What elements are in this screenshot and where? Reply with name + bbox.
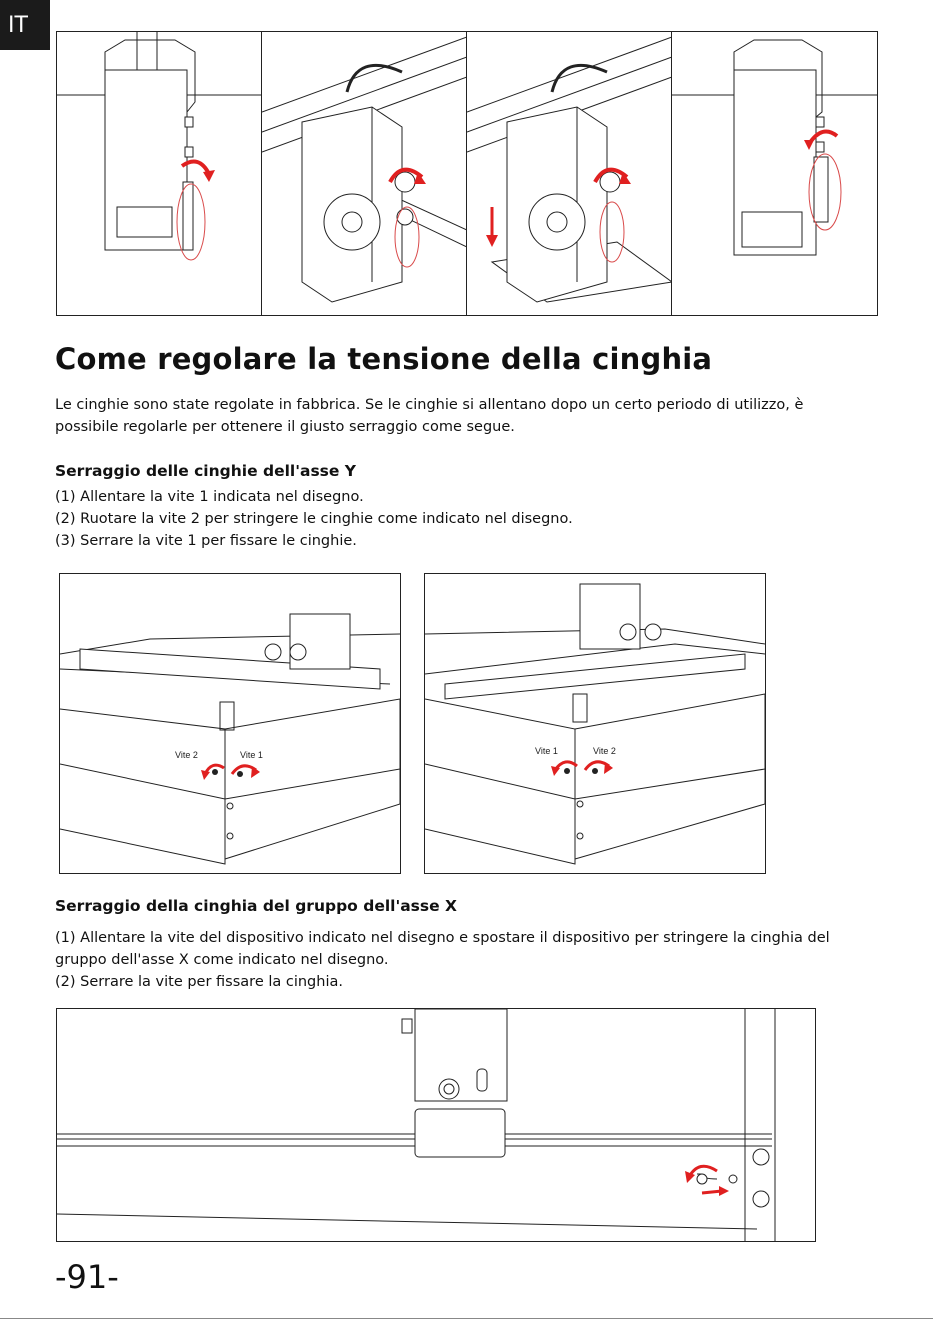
x-step-1: (1) Allentare la vite del dispositivo indicato nel disegno e spostare il dispositivo per stringere la cinghia del gruppo dell'asse X come indicato nel disegno. [55,930,830,968]
label-vite-2-right: Vite 2 [593,746,616,756]
label-vite-1-left: Vite 1 [240,750,263,760]
y-axis-heading: Serraggio delle cinghie dell'asse Y [55,462,357,480]
x-step-2: (2) Serrare la vite per fissare la cinghia. [55,974,343,990]
label-vite-2-left: Vite 2 [175,750,198,760]
figure-laser-head-side-2 [671,31,878,316]
page-number: -91- [55,1258,119,1296]
x-axis-heading: Serraggio della cinghia del gruppo dell'asse X [55,897,457,915]
figure-laser-head-side-1 [56,31,263,316]
y-step-3: (3) Serrare la vite 1 per fissare le cinghie. [55,533,357,549]
bottom-rule [0,1318,933,1319]
figure-laser-head-iso-1 [261,31,468,316]
intro-paragraph: Le cinghie sono state regolate in fabbrica. Se le cinghie si allentano dopo un certo periodo di utilizzo, è possibile regolarle per ottenere il giusto serraggio come segue. [55,397,804,435]
figure-laser-head-iso-2 [466,31,673,316]
language-tab: IT [0,0,50,50]
y-step-1: (1) Allentare la vite 1 indicata nel disegno. [55,489,364,505]
section-title: Come regolare la tensione della cinghia [55,342,713,376]
figure-y-axis-right [424,573,766,874]
figure-x-axis [56,1008,816,1242]
figure-y-axis-left [59,573,401,874]
y-step-2: (2) Ruotare la vite 2 per stringere le cinghie come indicato nel disegno. [55,511,573,527]
y-axis-steps [55,486,855,552]
label-vite-1-right: Vite 1 [535,746,558,756]
x-axis-steps [55,927,855,993]
